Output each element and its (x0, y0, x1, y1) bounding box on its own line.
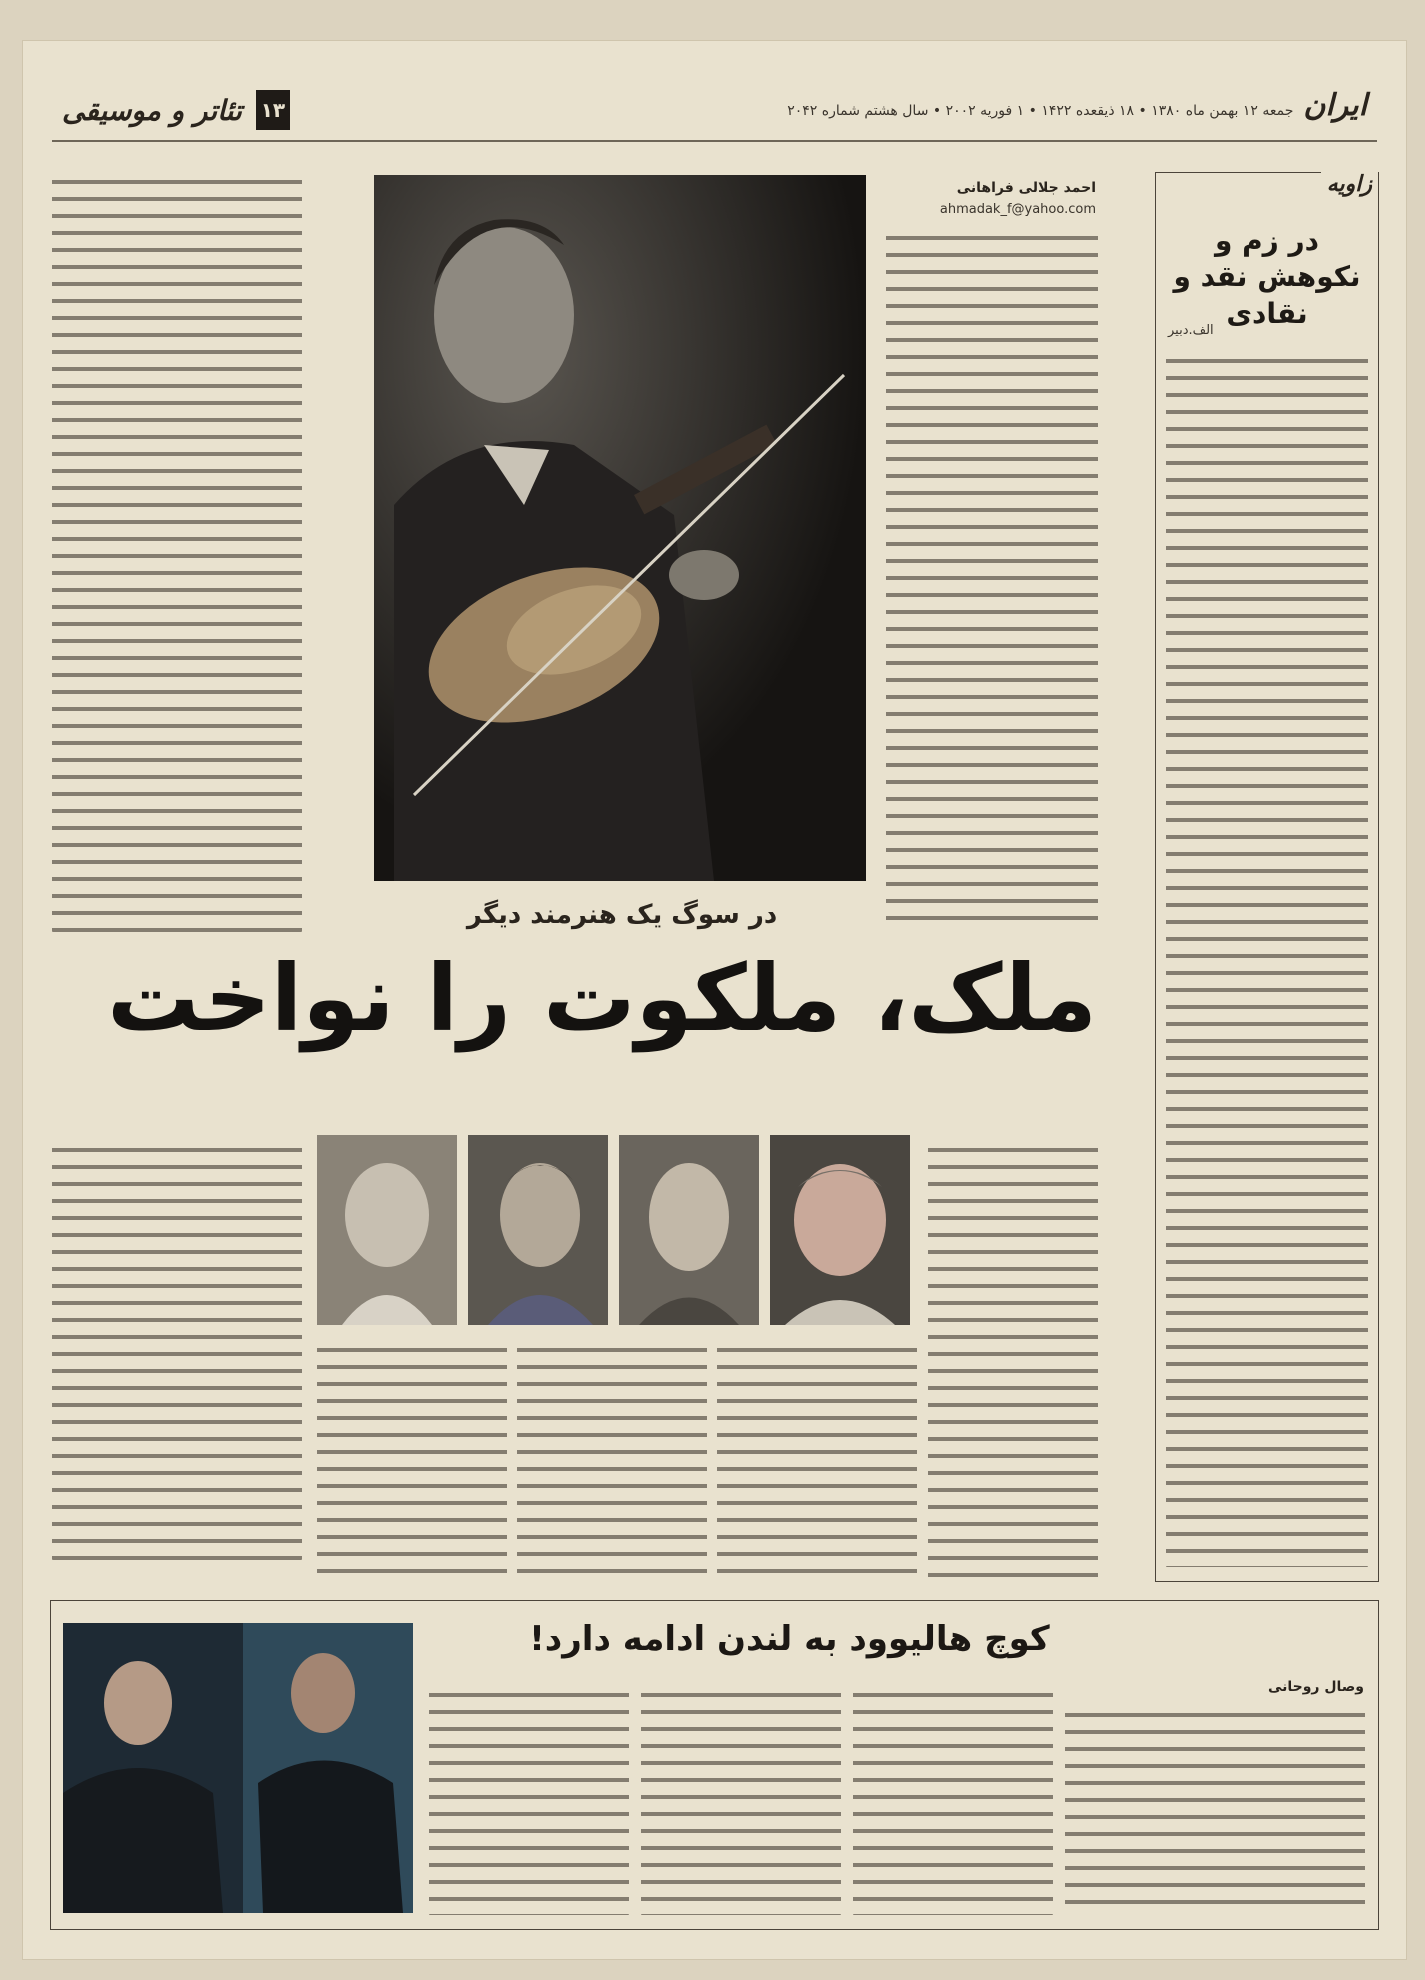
bottom-text-col-4 (1065, 1705, 1365, 1915)
bottom-text-col-1 (429, 1685, 629, 1915)
masthead-rule (52, 140, 1377, 142)
column-headline: در زم و نکوهش نقد و نقادی (1173, 224, 1361, 330)
bottom-article-author: وصال روحانی (1267, 1679, 1364, 1695)
bottom-article-headline: کوچ هالیوود به لندن ادامه دارد! (529, 1619, 1050, 1659)
portrait-photo-1 (317, 1135, 457, 1325)
feature-kicker: در سوگ یک هنرمند دیگر (466, 900, 778, 930)
feature-text-right-bottom (928, 1140, 1098, 1580)
column-body-text (1166, 351, 1368, 1567)
feature-author-email: ahmadak_f@yahoo.com (939, 202, 1096, 217)
feature-author: احمد جلالی فراهانی (956, 180, 1096, 196)
feature-text-left-top (52, 172, 302, 932)
feature-text-row-3 (717, 1340, 917, 1576)
newspaper-page (22, 40, 1407, 1960)
bottom-article-box (50, 1600, 1379, 1930)
feature-text-row-1 (317, 1340, 507, 1576)
portrait-photo-4 (770, 1135, 910, 1325)
feature-text-row-2 (517, 1340, 707, 1576)
portrait-photo-3 (619, 1135, 759, 1325)
masthead-left (62, 90, 290, 130)
bottom-article-photo (63, 1623, 413, 1913)
bottom-text-col-3 (853, 1685, 1053, 1915)
opinion-column (1155, 172, 1379, 1582)
portrait-photo-2 (468, 1135, 608, 1325)
masthead-right (787, 88, 1367, 123)
dateline: جمعه ۱۲ بهمن ماه ۱۳۸۰ • ۱۸ ذیقعده ۱۴۲۲ • ۱ فوریه ۲۰۰۲ • سال هشتم شماره ۲۰۴۲ (787, 103, 1294, 119)
column-author: الف.دبیر (1168, 323, 1214, 338)
section-title: تئاتر و موسیقی (62, 93, 242, 127)
bottom-text-col-2 (641, 1685, 841, 1915)
feature-text-middle (886, 228, 1098, 928)
page-number: ۱۳ (256, 90, 290, 130)
feature-text-left-bottom (52, 1140, 302, 1560)
feature-headline: ملک، ملکوت را نواخت (107, 945, 1097, 1052)
newspaper-logo: ایران (1303, 88, 1367, 123)
violinist-photo (374, 175, 866, 881)
column-tab: زاویه (1321, 171, 1378, 197)
